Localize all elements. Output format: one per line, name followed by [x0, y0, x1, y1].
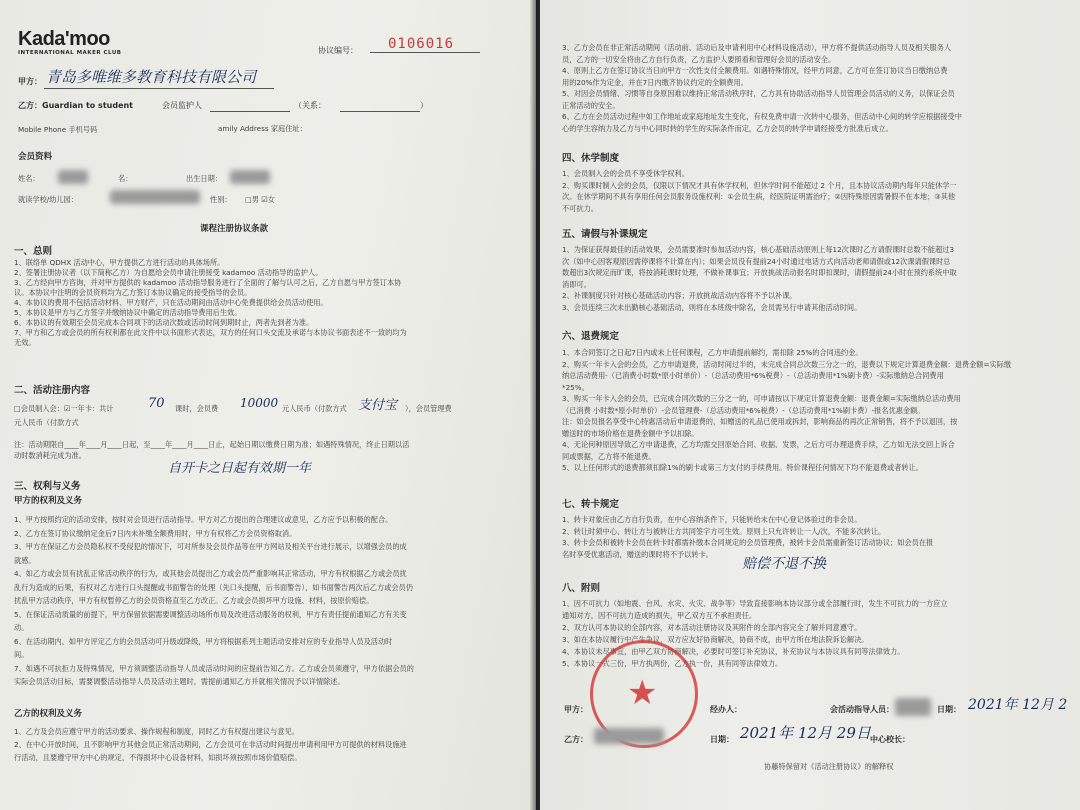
clause: 2、转让时须中心、转让方与被转让方共同签字方可生效。原则上只允许转让一人/次，不能多次转让。 — [562, 526, 886, 536]
section-general: 一、总则 — [14, 246, 53, 257]
sign-party-a: 甲方： — [564, 705, 588, 714]
suspension-clauses — [562, 168, 957, 214]
clause: 5、本协议是甲方与乙方签字并缴纳协议中确定的活动指导费用后生效。 — [14, 308, 242, 317]
clause: 3、转卡会员和被转卡会员在转卡时都需补缴本合同规定的会员管理费，被转卡会员需重新签订活动协议；如会员在报 — [562, 538, 934, 547]
date-label-b: 日期： — [710, 735, 734, 744]
brand-logo: Kada'moo — [18, 28, 110, 50]
clause: 4、本协议未尽事宜，由甲乙双方协商解决，必要时可签订补充协议，补充协议与本协议具有同等法律效力。 — [562, 647, 905, 656]
clause: 1、因不可抗力（如地震、台风、水灾、火灾、战争等）导致直接影响本协议部分或全部履行时，发生不可抗力的一方应立 — [562, 599, 948, 608]
clause: 扰乱甲方活动秩序，甲方有权暂停乙方的会员资格直至乙方改正。乙方或会员损坏甲方设施、材料，按原价赔偿。 — [14, 596, 374, 605]
clause: 5、以上任何形式的退费都须扣除1%的刷卡或第三方支付的手续费用。特价课程任何情况下均不能退费或者转让。 — [562, 463, 923, 472]
clause: 2、补课制度只针对核心基础活动内容；开放挑战活动内容将不予以补课。 — [562, 291, 797, 300]
clause: 6、乙方在会员活动过程中如工作地址或家庭地址发生变化，有权免费申请一次转中心服务，但活动中心间的转学应根据接受中 — [562, 112, 962, 121]
clause: 通知对方，因不可抗力造成的损失，甲乙双方互不承担责任。 — [562, 611, 757, 620]
clause: 次（如中心因客观原因需停课将不计算在内）；如果会员没有提前24小时通过电话方式向活动老师请假或12次课请假课时总 — [562, 256, 951, 266]
period-line: 注：活动期限自____年____月____日起，至____年____月____日止，起始日期以缴费日期为准；如遇特殊情况，终止日期以活 — [14, 440, 410, 449]
clause: 3、购买一年卡入会的会员，已完成合同次数的三分之一的，可申请按以下规定计算退费金额：退费金额=实际缴纳总活动费用 — [562, 394, 961, 403]
refund-clauses — [562, 347, 1011, 474]
clause: 注：如会员报名享受中心特惠活动后申请退费的，如赠送的礼品已使用或拆封，影响商品的再次正常销售，将不予以退回，按 — [562, 417, 958, 426]
card-unit: 课时，会员费 — [175, 404, 219, 413]
redacted-name — [58, 170, 88, 184]
clause: 4、原则上乙方在签订协议当日向甲方一次性支付全额费用。如遇特殊情况，经甲方同意，乙方可在签订协议当日缴纳总费 — [562, 66, 948, 75]
clause: 5、对因会员情绪、习惯等自身原因难以维持正常活动秩序时，乙方具有协助活动指导人员管理会员活动的义务，以保证会员 — [562, 89, 955, 98]
principal-label: 中心校长： — [870, 735, 910, 744]
clause: 同或票据，乙方将不能退费。 — [562, 451, 656, 461]
clause: 4、本协议的费用不包括活动材料、甲方财产，只在活动期间由活动中心免费提供给会员活动使用。 — [14, 298, 328, 307]
relation-close: ） — [420, 101, 428, 110]
relation-label: （关系： — [294, 101, 326, 110]
party-a-name: 青岛多唯维多教育科技有限公司 — [46, 68, 257, 86]
clause: 3、甲方在保证乙方会员隐私权不受侵犯的情况下，可对所参及会员作品等在甲方网站及相关平台进行展示，以增强会员的成 — [14, 542, 407, 551]
contract-no-label: 协议编号： — [318, 46, 358, 55]
card-fee: 10000 — [240, 396, 279, 410]
clause: 5、在保证活动质量的前提下，甲方保留依据需要调整活动场所布局及改进活动服务的权利，甲方有责任提前通知乙方有关变 — [14, 609, 407, 619]
party-a-label: 甲方： — [18, 77, 42, 86]
clause: 2、购买课时制入会的会员，仅限以下情况才具有休学权利，但休学时间不能超过 2 个月，且本协议活动期内每年只能休学一 — [562, 180, 957, 190]
section-suspension: 四、休学制度 — [562, 153, 620, 164]
clause: 3、乙方会员在非正常活动期间（活动前、活动后及申请利用中心材料设施活动），甲方将不提供活动指导人员及相关服务人 — [562, 43, 952, 52]
sign-party-b: 乙方： — [564, 735, 588, 744]
clause: 动。 — [14, 623, 29, 632]
clause: 2、在中心开放时间，且不影响甲方其他会员正常活动期间，乙方会员可在非活动时间提出申请利用甲方可提供的材料设施进 — [14, 740, 407, 749]
clause: 6、在活动期内，如甲方评定乙方的会员活动可升级或降级，甲方将根据系列主题活动安排对应的专业指导人员及活动时 — [14, 636, 393, 646]
pay-method: 支付宝 — [358, 398, 398, 413]
clause: 无效。 — [14, 338, 36, 347]
clause: 1、本合同签订之日起7日内或未上任何课程，乙方申请提前解约，需扣除 25%的合同违约金。 — [562, 348, 863, 357]
clause: *25%。 — [562, 382, 589, 392]
clause: 2、签署注册协议者（以下简称乙方）为自愿给会员申请注册接受 kadamoo 活动指导的监护人。 — [14, 268, 323, 277]
section-refund: 六、退费规定 — [562, 331, 620, 342]
party-b-label: 乙方：Guardian to student — [18, 101, 134, 110]
general-clauses — [14, 258, 407, 348]
clause: 议。本协议中注明的会员资料均为乙方签订本协议确定的接受指导的会员。 — [14, 288, 252, 297]
clause: 实际会员活动目标，需要调整活动指导人员及活动主题时，需提前通知乙方并就相关情况予以详情除述。 — [14, 677, 345, 686]
agent-label: 经办人： — [710, 705, 742, 714]
clause: 1、乙方及会员应遵守甲方的活动要求、操作规程和制度，同时乙方有权提出建议与意见。 — [14, 727, 299, 736]
clause: 乱行为造成的后果，有权对乙方进行口头提醒或书面警告的处理（先口头提醒，后书面警告），如书面警告两次后乙方或会员仍 — [14, 582, 413, 592]
clause: 2、双方认可本协议的全部内容，对本活动注册协议及其附件的全部内容完全了解并同意遵守。 — [562, 623, 862, 632]
section-leave: 五、请假与补课规定 — [562, 229, 648, 240]
member-info-heading: 会员资料 — [18, 152, 53, 162]
clause: 1、甲方按照约定的活动安排，按时对会员进行活动指导。甲方对乙方提出的合理建议或意见，乙方应予以积极的配合。 — [14, 515, 393, 524]
clause: 3、乙方经向甲方咨询，并对甲方提供的 kadamoo 活动指导服务进行了全面的了解与认可之后，乙方自愿与甲方签订本协 — [14, 278, 402, 287]
clause: 2、乙方在签订协议缴纳定金后7日内未补缴全额费用时，甲方有权将乙方会员资格取消。 — [14, 528, 297, 538]
address-label: amily Address 家庭住址： — [218, 124, 307, 133]
clause: 7、甲方和乙方或会员的所有权利都在此文件中以书面形式表达，双方的任何口头交流及承诺与本协议书面表述不一致的均为 — [14, 328, 407, 337]
footer-note: 协藤特保留对《活动注册协议》的解释权 — [764, 762, 894, 771]
handwritten-no-refund-note: 赔偿不退不换 — [742, 556, 826, 572]
clause: 1、联络单 QDHX 活动中心，甲方提供乙方进行活动的具体场所。 — [14, 258, 225, 267]
clause: 纳总活动费用-（已消费小时数*原小时单价）-（总活动费用*6%税费）-（总活动费用*1%刷卡费）-实际缴纳总合同费用 — [562, 371, 944, 380]
date-label-a: 日期： — [937, 705, 961, 714]
clause: 名时享受优惠活动，赠送的课时将不予以转卡。 — [562, 549, 713, 559]
party-b-rights-clauses — [14, 725, 407, 764]
period-line-2: 动时数消耗完成为准。 — [14, 451, 86, 460]
handwritten-validity-note: 自开卡之日起有效期一年 — [168, 461, 312, 476]
clause: 7、如遇不可抗拒力及特殊情况，甲方须调整活动指导人员或活动时间的应提前告知乙方。乙方或会员须遵守，甲方依据会员的 — [14, 663, 414, 673]
party-b-rights-heading: 乙方的权利及义务 — [14, 709, 83, 719]
clause: 1、会员制入会的会员不享受休学权利。 — [562, 169, 689, 178]
clause: 心的学生容纳力及乙方与中心同时转的学生的实际条件而定，乙方会员的转学申请经接受方批准后成立。 — [562, 123, 893, 133]
clause: 行活动，且要遵守甲方中心的规定，不得损坏中心设备材料，如损坏须按照市场价值赔偿。 — [14, 753, 302, 762]
section-registration: 二、活动注册内容 — [14, 385, 91, 396]
section-appendix: 八、附则 — [562, 583, 601, 594]
clause: 1、为保证获得最佳的活动效果，会员需要准时参加活动内容，核心基础活动原则上每12次课时乙方请假课时总数不能超过3 — [562, 245, 955, 254]
gender-label: 名： — [118, 174, 133, 183]
clause: 5、本协议一式三份，甲方执两份，乙方执一份，具有同等法律效力。 — [562, 659, 783, 668]
card-fee-unit: 元人民币（付款方式 — [282, 404, 347, 413]
clause: 正常活动的安全。 — [562, 100, 620, 110]
clause: 6、本协议的有效期至会员完成本合同项下的活动次数或活动时间到期时止，两者先到者为准。 — [14, 318, 314, 327]
date-b-handwritten: 2021年 12月 29日 — [740, 724, 871, 742]
clause: 赠送时的市场价格在退费金额中予以扣除。 — [562, 428, 699, 438]
clause: 4、无论何种原因导致乙方申请退费，乙方均需交回原始合同、收据、发票，之后方可办理退费手续，乙方如无法交回上诉合 — [562, 440, 955, 449]
date-a-handwritten: 2021年 12月 2 — [968, 697, 1068, 713]
clause: 员，乙方的一切安全将由乙方自行负责，乙方监护人要照看和管理好会员的活动安全。 — [562, 54, 836, 64]
redacted-signature — [594, 728, 664, 744]
clause: 3、如在本协议履行中产生争议，双方应友好协商解决，协商不成，由甲方所在地法院诉讼解决。 — [562, 635, 869, 644]
instructor-label: 会活动指导人员： — [830, 705, 894, 714]
school-label: 就读学校/幼儿园： — [18, 195, 78, 204]
sex-label: 性别： — [210, 195, 232, 204]
clause: 数超出3次规定而旷课，将按消耗课时处理，不做补课事宜；开放挑战活动报名时即扣课时，请假提前24小时在预约系统中取 — [562, 268, 957, 277]
redacted-instructor — [895, 698, 931, 716]
terms-title: 课程注册协议条款 — [200, 224, 269, 234]
company-seal: ★ — [590, 640, 698, 748]
mgmt-fee: ），会员管理费 — [405, 404, 452, 413]
clause: 4、如乙方或会员有扰乱正常活动秩序的行为，或其他会员提出乙方或会员严重影响其正常活动，甲方有权根据乙方或会员扰 — [14, 569, 407, 578]
section-rights: 三、权利与义务 — [14, 481, 81, 492]
clause: 1、转卡对象应由乙方自行负责，在中心容纳条件下，只能转给未在中心登记体验过的非会员。 — [562, 515, 862, 524]
leave-clauses — [562, 244, 957, 313]
redacted-school — [110, 190, 200, 204]
clause: （已消费 小时数*原小时单价）-会员管理费-（总活动费用*6%税费）-（总活动费用*1%刷卡费）-报名优惠金额。 — [562, 405, 925, 415]
clause: 间。 — [14, 650, 29, 659]
card-count: 70 — [148, 396, 165, 411]
clause: 消即可。 — [562, 279, 591, 289]
contract-number: 0106016 — [388, 36, 455, 52]
contract-page-left — [0, 0, 536, 810]
party-b-continued-clauses — [562, 42, 962, 134]
clause: 次。在休学期间不具有享用任何会员服务设施权利：①会员生病，经医院证明需治疗；②因特殊原因需暑假不在本地；③其他 — [562, 192, 956, 201]
mobile-label: Mobile Phone 手机号码 — [18, 125, 98, 134]
party-a-rights-clauses — [14, 513, 414, 689]
section-transfer: 七、转卡规定 — [562, 499, 620, 510]
redacted-birth — [230, 170, 270, 184]
rmb-line: 元人民币（付款方式 — [14, 418, 79, 427]
clause: 2、购买一年卡入会的会员，乙方申请退费，活动时间过半的，未完成合同总次数三分之一的，退费以下规定计算退费金额：退费金额=实际缴 — [562, 359, 1012, 369]
clause: 不可抗力。 — [562, 203, 598, 213]
clause: 就感。 — [14, 555, 36, 565]
guardian-label: 会员监护人 — [162, 101, 202, 110]
clause: 3、会员连续三次未出勤核心基础活动，则将在本班级中除名，会员需另行申请其他活动时间。 — [562, 302, 862, 312]
name-label: 姓名： — [18, 174, 40, 183]
contract-page-right — [540, 0, 1080, 810]
sex-options: □男 ☑女 — [245, 195, 275, 204]
party-a-rights-heading: 甲方的权利及义务 — [14, 496, 83, 506]
card-label: □会员制入会：☑一年卡：共计 — [14, 404, 114, 413]
birth-label: 出生日期： — [186, 174, 222, 183]
brand-tagline: INTERNATIONAL MAKER CLUB — [18, 50, 122, 56]
clause: 用的20%作为定金，并在7日内缴齐协议约定的全额费用。 — [562, 77, 748, 87]
